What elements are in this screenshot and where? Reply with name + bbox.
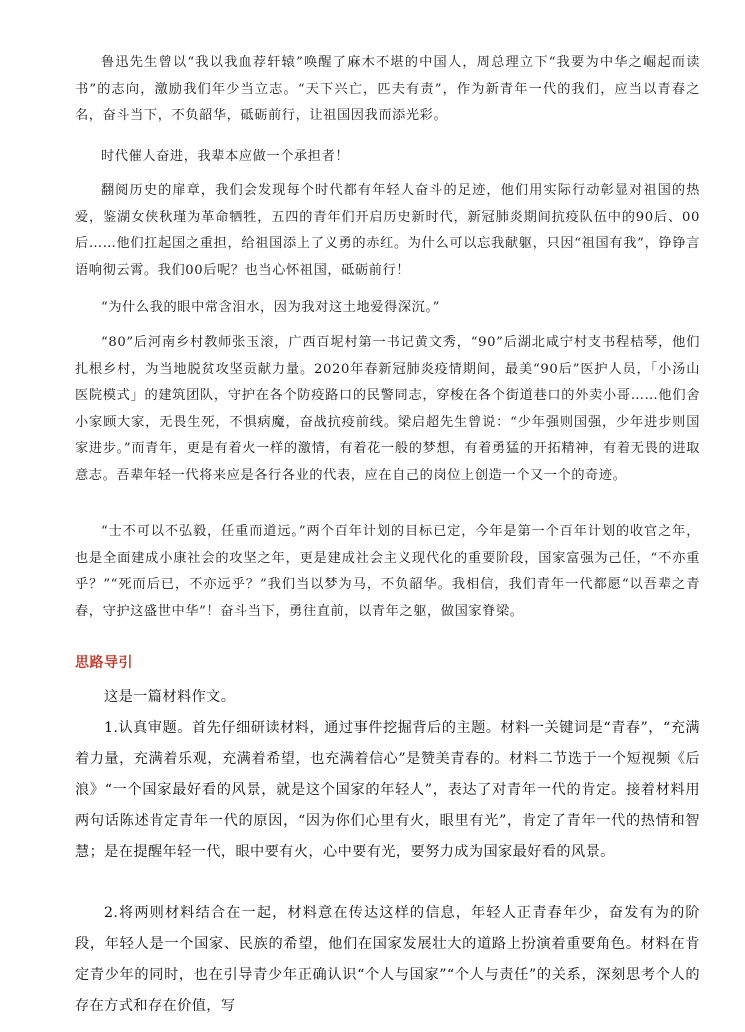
guide-intro: 这是一篇材料作文。: [104, 689, 236, 705]
essay-paragraph-3: 翻阅历史的扉章，我们会发现每个时代都有年轻人奋斗的足迹，他们用实际行动彰显对祖国的热爱，鉴湖女侠秋瑾为革命牺牲，五四的青年们开启历史新时代，新冠肺炎期间抗疫队伍中的90后、00后……他们扛起国之重担，给祖国添上了义勇的赤红。为什么可以忘我献躯，只因“祖国有我”，铮铮言语响彻云霄。我们00后呢？也当心怀祖国，砥砺前行！: [75, 183, 700, 278]
essay-paragraph-1: 鲁迅先生曾以“我以我血荐轩辕”唤醒了麻木不堪的中国人，周总理立下“我要为中华之崛起而读书”的志向，激励我们年少当立志。“天下兴亡，匹夫有责”，作为新青年一代的我们，应当以青春之名，奋斗当下，不负韶华，砥砺前行，让祖国因我而添光彩。: [75, 55, 700, 123]
section-heading-guide: 思路导引: [75, 655, 133, 671]
essay-paragraph-6: “士不可以不弘毅，任重而道远。”两个百年计划的目标已定，今年是第一个百年计划的收官之年，也是全面建成小康社会的攻坚之年，更是建成社会主义现代化的重要阶段，国家富强为己任，“不亦重乎？”“死而后已，不亦远乎？”我们当以梦为马，不负韶华。我相信，我们青年一代都愿“以吾辈之青春，守护这盛世中华”！奋斗当下，勇往直前，以青年之躯，做国家脊梁。: [75, 524, 700, 619]
essay-paragraph-4: “为什么我的眼中常含泪水，因为我对这土地爱得深沉。”: [101, 300, 440, 315]
guide-point-1: 1.认真审题。首先仔细研读材料，通过事件挖掘背后的主题。材料一关键词是“青春”，“充满着力量，充满着乐观，充满着希望，也充满着信心”是赞美青春的。材料二节选于一个短视频《后浪》“一个国家最好看的风景，就是这个国家的年轻人”，表达了对青年一代的肯定。接着材料用两句话陈述肯定青年一代的原因，“因为你们心里有火，眼里有光”，肯定了青年一代的热情和智慧；是在提醒年轻一代，眼中要有火，心中要有光，要努力成为国家最好看的风景。: [75, 720, 700, 860]
essay-paragraph-5: “80”后河南乡村教师张玉滚，广西百坭村第一书记黄文秀，“90”后湖北咸宁村支书程桔琴，他们扎根乡村，为当地脱贫攻坚贡献力量。2020年春新冠肺炎疫情期间，最美“90后”医护人员，「小汤山医院模式」的建筑团队，守护在各个防疫路口的民警同志，穿梭在各个街道巷口的外卖小哥……他们舍小家顾大家，无畏生死，不惧病魔，奋战抗疫前线。梁启超先生曾说：“少年强则国强，少年进步则国家进步。”而青年，更是有着火一样的激情，有着花一般的梦想，有着勇猛的开拓精神，有着无畏的进取意志。吾辈年轻一代将来应是各行各业的代表，应在自己的岗位上创造一个又一个的奇迹。: [75, 335, 700, 483]
essay-paragraph-2: 时代催人奋进，我辈本应做一个承担者！: [101, 149, 350, 164]
guide-point-2: 2.将两则材料结合在一起，材料意在传达这样的信息，年轻人正青春年少，奋发有为的阶段，年轻人是一个国家、民族的希望，他们在国家发展壮大的道路上扮演着重要角色。材料在肯定青少年的同时，也在引导青少年正确认识“个人与国家”“个人与责任”的关系，深刻思考个人的存在方式和存在价值，写: [75, 905, 700, 1014]
